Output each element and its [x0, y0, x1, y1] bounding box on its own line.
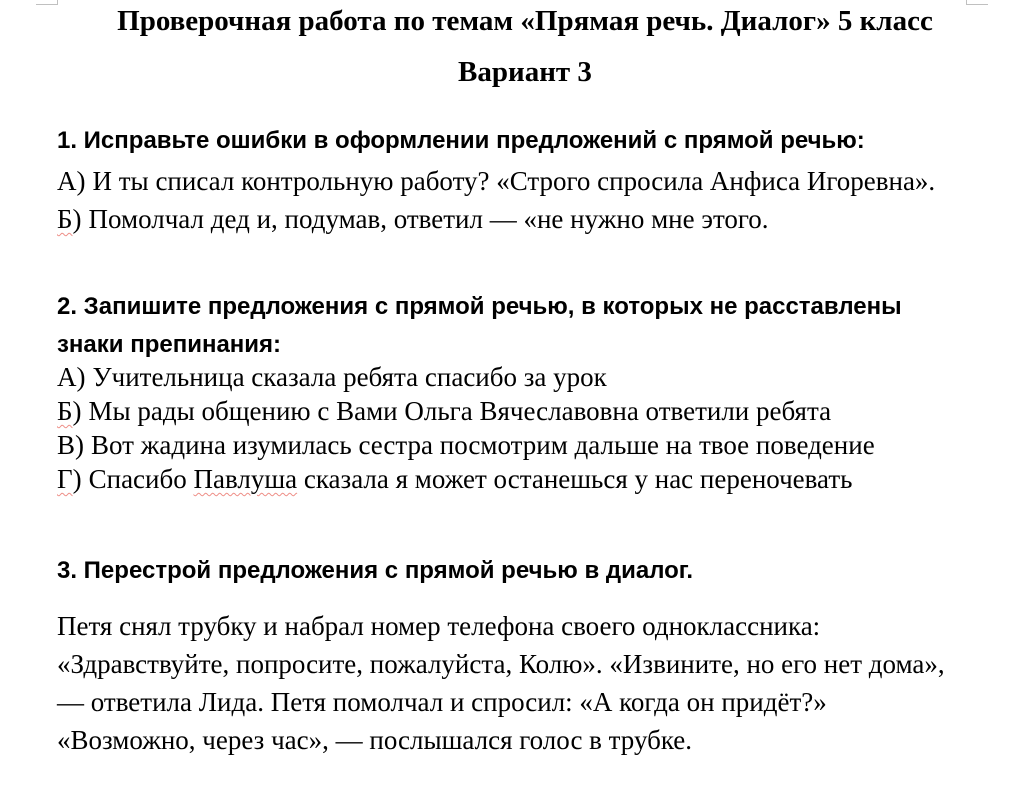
- item-text: Помолчал дед и, подумав, ответил — «не нужно мне этого.: [88, 204, 769, 234]
- item-letter-misspelled: Б: [57, 204, 73, 234]
- paragraph-line: «Здравствуйте, попросите, пожалуйста, Колю». «Извините, но его нет дома»,: [57, 649, 945, 679]
- item-text: Вот жадина изумилась сестра посмотрим дальше на твое поведение: [91, 430, 875, 460]
- item-letter: А: [57, 362, 77, 392]
- item-text-after: сказала я может останешься у нас переночевать: [297, 464, 853, 494]
- task1-items: [57, 162, 993, 238]
- variant-label: Вариант 3: [458, 56, 592, 88]
- misspelled-word: Павлуша: [193, 464, 298, 494]
- item-letter: В: [57, 430, 76, 460]
- item-letter: А: [57, 166, 77, 196]
- text-boundary-mark-top-right: [966, 0, 988, 5]
- list-item: [57, 200, 993, 238]
- list-item: [57, 462, 993, 496]
- item-paren: ): [72, 396, 82, 426]
- list-item: [57, 428, 993, 462]
- task2-heading: [57, 288, 993, 364]
- list-item: [57, 162, 993, 200]
- task3-paragraph: [57, 607, 993, 759]
- paragraph-line: «Возможно, через час», — послышался голос в трубке.: [57, 725, 693, 755]
- item-letter-misspelled: Г: [57, 464, 73, 494]
- task2-heading-line1: 2. Запишите предложения с прямой речью, в которых не расставлены: [57, 293, 902, 320]
- item-paren: ): [72, 464, 82, 494]
- item-text: Учительница сказала ребята спасибо за урок: [92, 362, 607, 392]
- text-boundary-mark-top-left: [36, 0, 58, 5]
- item-text: Мы рады общению с Вами Ольга Вячеславовна ответили ребята: [88, 396, 832, 426]
- task2-items: [57, 360, 993, 496]
- list-item: [57, 360, 993, 394]
- item-letter-misspelled: Б: [57, 396, 73, 426]
- list-item: [57, 394, 993, 428]
- paragraph-line: — ответила Лида. Петя помолчал и спросил: «А когда он придёт?»: [57, 687, 827, 717]
- task2-heading-line2: знаки препинания:: [57, 331, 282, 358]
- item-text: И ты списал контрольную работу? «Строго спросила Анфиса Игоревна».: [92, 166, 936, 196]
- item-text-before: Спасибо: [88, 464, 194, 494]
- item-paren: ): [72, 204, 82, 234]
- paragraph-line: Петя снял трубку и набрал номер телефона своего одноклассника:: [57, 611, 821, 641]
- item-paren: ): [76, 362, 86, 392]
- task3-heading: 3. Перестрой предложения с прямой речью в диалог.: [57, 557, 694, 584]
- document-title: Проверочная работа по темам «Прямая речь. Диалог» 5 класс: [117, 5, 933, 37]
- item-paren: ): [75, 430, 85, 460]
- item-paren: ): [76, 166, 86, 196]
- task1-heading: 1. Исправьте ошибки в оформлении предложений с прямой речью:: [57, 127, 865, 154]
